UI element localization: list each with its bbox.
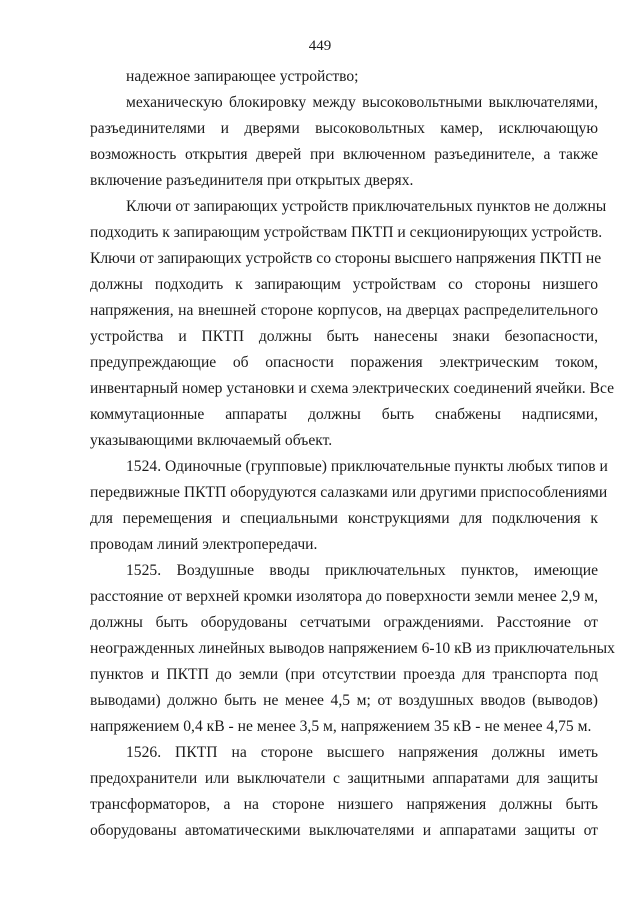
- text-line: должны быть оборудованы сетчатыми ограждениями. Расстояние от: [90, 614, 598, 631]
- text-line: 1524. Одиночные (групповые) приключательные пункты любых типов и: [126, 458, 608, 475]
- text-line: разъединителями и дверями высоковольтных камер, исключающую: [90, 120, 598, 137]
- page-number: 449: [308, 38, 332, 54]
- paragraph: [90, 454, 608, 558]
- text-line: Ключи от запирающих устройств приключательных пунктов не должны: [126, 198, 607, 215]
- document-body: [90, 64, 615, 844]
- text-line: для перемещения и специальными конструкциями для подключения к: [90, 510, 598, 527]
- text-line: Ключи от запирающих устройств со стороны высшего напряжения ПКТП не: [90, 250, 602, 267]
- text-line: включение разъединителя при открытых дверях.: [90, 172, 414, 189]
- text-line: предупреждающие об опасности поражения электрическим током,: [90, 354, 598, 371]
- text-line: 1526. ПКТП на стороне высшего напряжения должны иметь: [126, 744, 598, 761]
- text-line: надежное запирающее устройство;: [126, 68, 359, 85]
- text-line: подходить к запирающим устройствам ПКТП и секционирующих устройств.: [90, 224, 603, 241]
- text-line: предохранители или выключатели с защитными аппаратами для защиты: [90, 770, 598, 787]
- text-line: неогражденных линейных выводов напряжением 6-10 кВ из приключательных: [90, 640, 615, 657]
- text-line: указывающими включаемый объект.: [90, 432, 333, 449]
- text-line: выводами) должно быть не менее 4,5 м; от воздушных вводов (выводов): [90, 692, 598, 709]
- text-line: должны подходить к запирающим устройствам со стороны низшего: [90, 276, 598, 293]
- text-line: расстояние от верхней кромки изолятора до поверхности земли менее 2,9 м,: [90, 588, 598, 605]
- text-line: инвентарный номер установки и схема электрических соединений ячейки. Все: [90, 380, 615, 397]
- text-line: 1525. Воздушные вводы приключательных пунктов, имеющие: [126, 562, 598, 579]
- paragraph: [90, 558, 615, 740]
- text-line: устройства и ПКТП должны быть нанесены знаки безопасности,: [90, 328, 598, 345]
- text-line: передвижные ПКТП оборудуются салазками или другими приспособлениями: [90, 484, 608, 501]
- paragraph: [90, 90, 598, 194]
- text-line: трансформаторов, а на стороне низшего напряжения должны быть: [90, 796, 598, 813]
- text-line: механическую блокировку между высоковольтными выключателями,: [126, 94, 598, 111]
- paragraph: [90, 64, 598, 90]
- text-line: напряжения, на внешней стороне корпусов, на дверцах распределительного: [90, 302, 598, 319]
- paragraph: [90, 194, 615, 454]
- paragraph: [90, 740, 598, 844]
- text-line: проводам линий электропередачи.: [90, 536, 318, 553]
- text-line: коммутационные аппараты должны быть снабжены надписями,: [90, 406, 598, 423]
- text-line: возможность открытия дверей при включенном разъединителе, а также: [90, 146, 598, 163]
- text-line: напряжением 0,4 кВ - не менее 3,5 м, напряжением 35 кВ - не менее 4,75 м.: [90, 718, 592, 735]
- text-line: пунктов и ПКТП до земли (при отсутствии проезда для транспорта под: [90, 666, 598, 683]
- text-line: оборудованы автоматическими выключателями и аппаратами защиты от: [90, 822, 598, 839]
